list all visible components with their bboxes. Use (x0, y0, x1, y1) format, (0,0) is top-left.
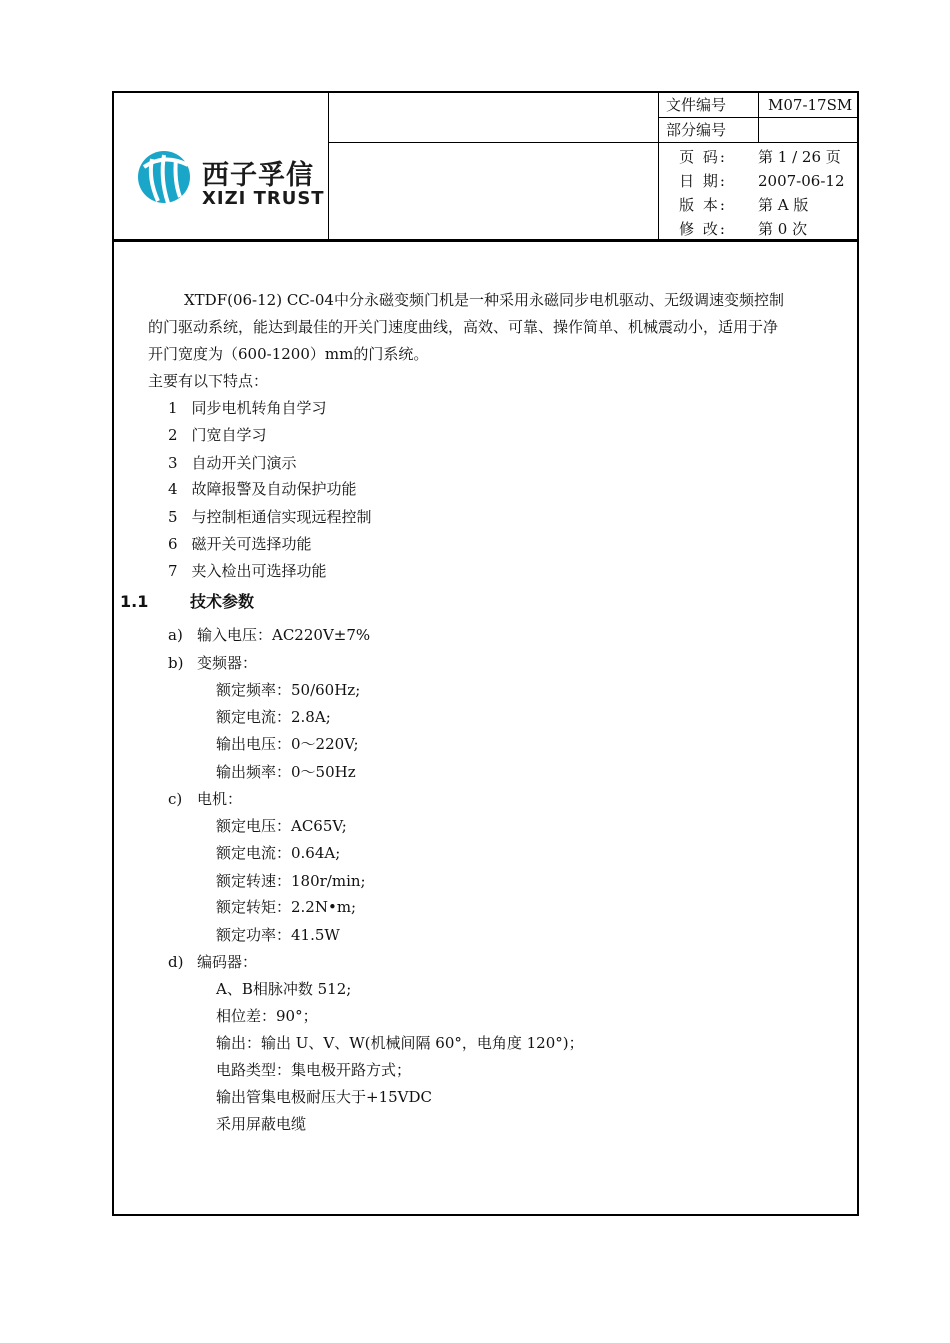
page-row (658, 145, 858, 169)
param-a-label: a) (168, 626, 183, 644)
revision-value: 第 0 次 (758, 220, 808, 238)
document-header-table (112, 91, 859, 241)
param-b-label: b) (168, 654, 184, 672)
version-label: 版 本: (679, 196, 727, 214)
date-value: 2007-06-12 (758, 172, 845, 190)
features-title: 主要有以下特点： (148, 372, 269, 390)
list-item: 5 与控制柜通信实现远程控制 (168, 508, 372, 526)
revision-label: 修 改: (679, 220, 727, 238)
page-label: 页 码: (679, 148, 727, 166)
param-b-item: 额定频率：50/60Hz; (216, 681, 361, 699)
param-c-item: 额定电流：0.64A; (216, 844, 341, 862)
version-row (658, 193, 858, 217)
section-title: 技术参数 (190, 592, 255, 611)
param-d-item: 电路类型：集电极开路方式； (216, 1061, 412, 1079)
date-label: 日 期: (679, 172, 727, 190)
intro-line-3: 开门宽度为（600-1200）mm的门系统。 (148, 345, 429, 363)
list-item: 3 自动开关门演示 (168, 454, 297, 472)
company-logo-icon (134, 147, 194, 207)
list-item: 6 磁开关可选择功能 (168, 535, 312, 553)
param-c-label: c) (168, 790, 183, 808)
param-b-item: 输出频率：0～50Hz (216, 763, 356, 781)
date-row (658, 169, 858, 193)
param-b-text: 变频器： (197, 654, 258, 672)
doc-no-label: 文件编号 (666, 96, 727, 114)
param-d-text: 编码器： (197, 953, 258, 971)
list-item: 4 故障报警及自动保护功能 (168, 480, 357, 498)
param-d-item: 采用屏蔽电缆 (216, 1115, 307, 1133)
part-no-label: 部分编号 (666, 121, 727, 139)
param-b-item: 额定电流：2.8A; (216, 708, 331, 726)
list-item: 1 同步电机转角自学习 (168, 399, 327, 417)
intro-line-1: XTDF(06-12) CC-04中分永磁变频门机是一种采用永磁同步电机驱动、无级调速变频控制 (184, 291, 784, 309)
param-d-item: 输出：输出 U、V、W(机械间隔 60°，电角度 120°)； (216, 1034, 584, 1052)
header-row-line (328, 142, 859, 143)
header-divider (758, 93, 759, 142)
revision-row (658, 217, 858, 241)
logo-english-name: XIZI TRUST (202, 188, 325, 209)
param-c-item: 额定转速：180r/min; (216, 872, 366, 890)
doc-no-value: M07-17SM (768, 96, 853, 114)
version-value: 第 A 版 (758, 196, 809, 214)
param-d-item: 相位差：90°； (216, 1007, 318, 1025)
list-item: 7 夹入检出可选择功能 (168, 562, 327, 580)
param-a-text: 输入电压：AC220V±7% (197, 626, 371, 644)
param-d-item: 输出管集电极耐压大于+15VDC (216, 1088, 432, 1106)
param-b-item: 输出电压：0～220V; (216, 735, 359, 753)
param-d-item: A、B相脉冲数 512; (216, 980, 352, 998)
header-divider (328, 93, 329, 239)
section-number: 1.1 (120, 592, 149, 611)
intro-line-2: 的门驱动系统，能达到最佳的开关门速度曲线，高效、可靠、操作简单、机械震动小，适用于净 (148, 318, 779, 336)
param-c-item: 额定转矩：2.2N•m; (216, 898, 357, 916)
page-value: 第 1 / 26 页 (758, 148, 841, 166)
param-d-label: d) (168, 953, 184, 971)
logo-chinese-name: 西子孚信 (202, 160, 314, 191)
param-c-item: 额定电压：AC65V; (216, 817, 347, 835)
param-c-text: 电机： (197, 790, 243, 808)
list-item: 2 门宽自学习 (168, 426, 267, 444)
param-c-item: 额定功率：41.5W (216, 926, 340, 944)
